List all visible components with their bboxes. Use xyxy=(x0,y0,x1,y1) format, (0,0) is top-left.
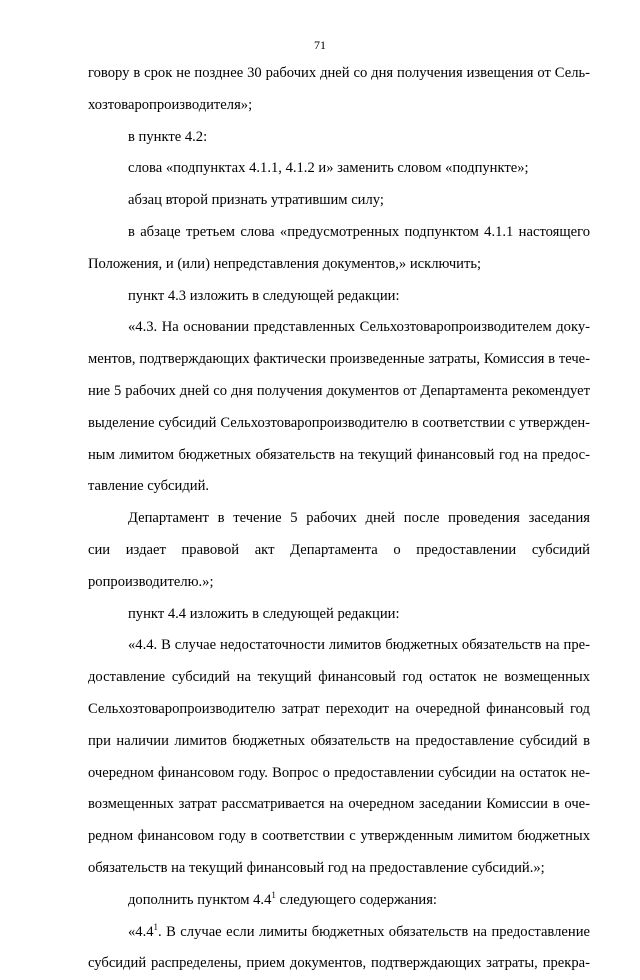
final-superscript: 1 xyxy=(153,921,159,932)
text-line: говору в срок не позднее 30 рабочих дней со дня получения извещения от Сель- xyxy=(88,65,590,81)
text-line: сии издает правовой акт Департамента о предоставлении субсидий xyxy=(88,541,590,558)
text-line: абзац второй признать утратившим силу; xyxy=(128,192,384,209)
text-line: доставление субсидий на текущий финансовый год остаток не возмещенных xyxy=(88,669,590,686)
final-text-after: . В случае если лимиты бюджетных обязательств на предоставление xyxy=(158,923,590,940)
text-line: пункт 4.4 изложить в следующей редакции: xyxy=(128,605,400,622)
text-line: обязательств на текущий финансовый год на предоставление субсидий.»; xyxy=(88,859,545,876)
page-number: 71 xyxy=(314,38,326,52)
text-line: «4.3. На основании представленных Сельхозтоваропроизводителем доку- xyxy=(128,319,590,336)
text-line: в абзаце третьем слова «предусмотренных подпунктом 4.1.1 настоящего xyxy=(128,223,590,240)
text-line: Положения, и (или) непредставления документов,» исключить; xyxy=(88,255,482,272)
text-line: Сельхозтоваропроизводителю затрат переходит на очередной финансовый год xyxy=(88,700,590,717)
text-line: ментов, подтверждающих фактически произведенные затраты, Комиссия в тече- xyxy=(88,351,590,368)
addition-text-before: дополнить пунктом 4.4 xyxy=(128,891,272,908)
text-lines xyxy=(88,58,590,885)
document-body xyxy=(88,58,590,980)
addition-superscript: 1 xyxy=(271,889,276,900)
text-line: возмещенных затрат рассматривается на очередном заседании Комиссии в оче- xyxy=(88,796,590,813)
text-line-addition xyxy=(88,885,590,917)
text-line-final-first xyxy=(88,917,590,949)
text-line: ропроизводителю.»; xyxy=(88,573,214,590)
text-line: выделение субсидий Сельхозтоваропроизводителю в соответствии с утвержден- xyxy=(88,414,590,431)
text-line: хозтоваропроизводителя»; xyxy=(88,96,253,113)
text-line: в пункте 4.2: xyxy=(128,128,208,145)
text-line: редном финансовом году в соответствии с утвержденным лимитом бюджетных xyxy=(88,828,590,845)
text-line: очередном финансовом году. Вопрос о предоставлении субсидии на остаток не- xyxy=(88,764,590,781)
final-text-before: «4.4 xyxy=(128,923,154,940)
text-line: ние 5 рабочих дней со дня получения документов от Департамента рекомендует xyxy=(88,382,590,399)
addition-text-after: следующего содержания: xyxy=(275,891,437,908)
text-line-final-second: субсидий распределены, прием документов, подтверждающих затраты, прекра- xyxy=(88,955,590,972)
text-line: пункт 4.3 изложить в следующей редакции: xyxy=(128,287,400,304)
text-line: ным лимитом бюджетных обязательств на текущий финансовый год на предос- xyxy=(88,446,590,463)
text-line: Департамент в течение 5 рабочих дней после проведения заседания xyxy=(128,510,590,527)
text-line: слова «подпунктах 4.1.1, 4.1.2 и» заменить словом «подпункте»; xyxy=(128,160,529,177)
text-line: тавление субсидий. xyxy=(88,478,210,495)
text-line: «4.4. В случае недостаточности лимитов бюджетных обязательств на пре- xyxy=(128,637,590,654)
text-line: при наличии лимитов бюджетных обязательств на предоставление субсидий в xyxy=(88,732,590,749)
